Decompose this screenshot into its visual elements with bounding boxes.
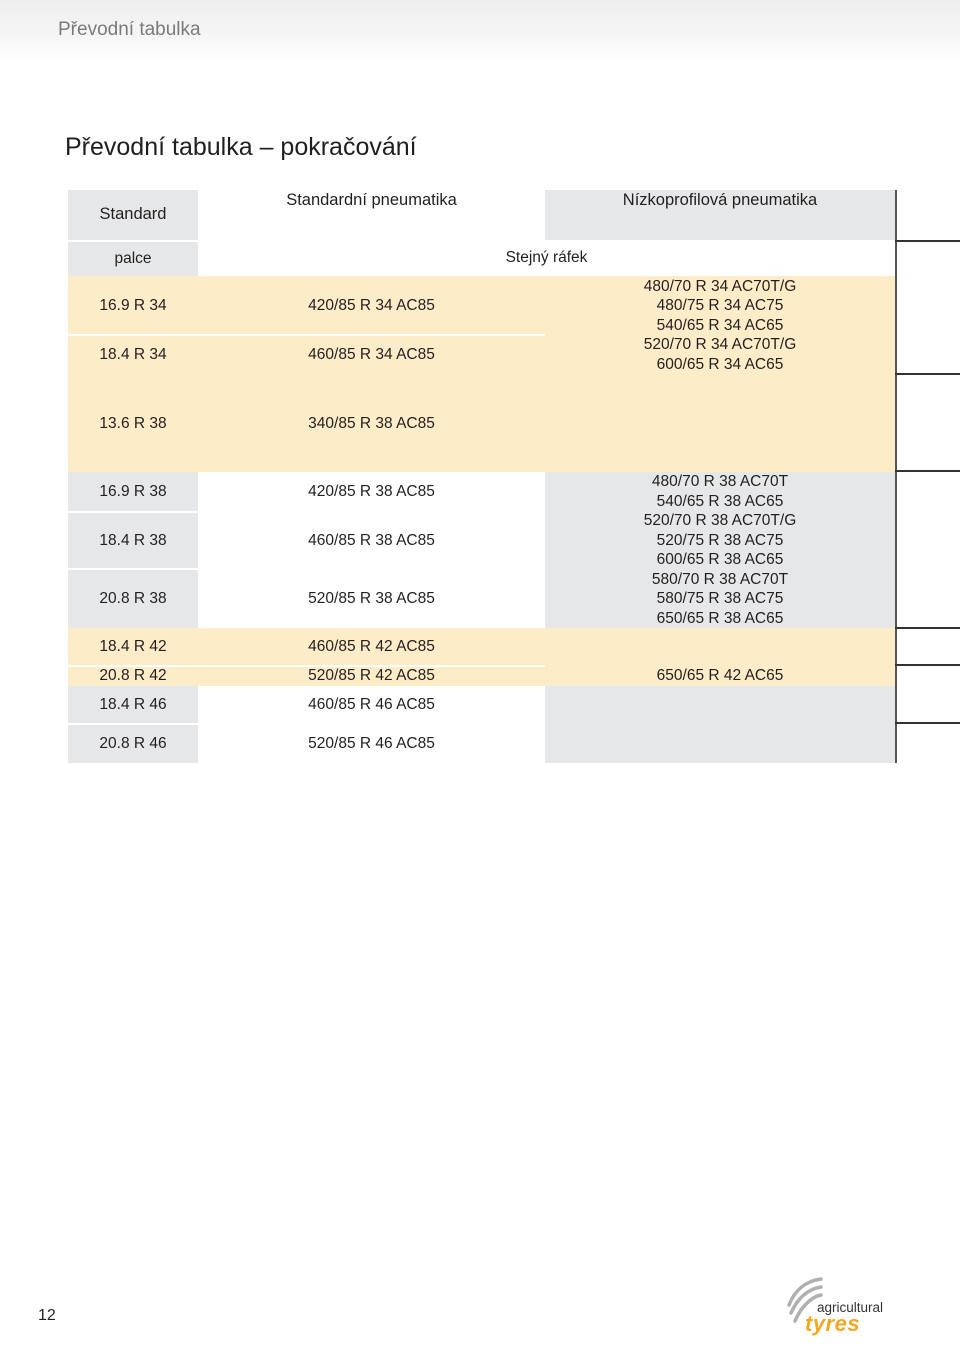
lowprofile-item: 600/65 R 38 AC65 <box>656 551 784 568</box>
table-edge-line <box>895 664 960 666</box>
header-title: Převodní tabulka <box>58 19 201 40</box>
lowprofile-item: 540/65 R 38 AC65 <box>656 492 784 510</box>
row-divider <box>68 723 198 725</box>
header-standard: Standard <box>68 190 198 240</box>
lowprofile-empty <box>545 686 895 763</box>
lowprofile-item: 520/70 R 38 AC70T/G <box>643 512 797 529</box>
logo-word-agricultural: agricultural <box>817 1300 884 1315</box>
lowprofile-item: 520/75 R 38 AC75 <box>656 531 784 549</box>
lowprofile-item: 480/70 R 38 AC70T <box>651 473 789 490</box>
lowprofile-item: 650/65 R 42 AC65 <box>545 666 895 686</box>
lowprofile-item: 580/75 R 38 AC75 <box>656 590 784 607</box>
lowprofile-group-34 <box>545 276 895 375</box>
table-edge-line <box>895 470 960 472</box>
lowprofile-item: 650/65 R 38 AC65 <box>656 609 784 627</box>
header-standard-tyre: Standardní pneumatika <box>286 191 457 210</box>
table-row-standard-tyre: 460/85 R 38 AC85 <box>308 531 435 549</box>
table-row-standard: 20.8 R 42 <box>68 666 198 686</box>
lowprofile-item: 480/75 R 34 AC75 <box>656 297 784 315</box>
table-row-standard: 18.4 R 46 <box>68 686 198 724</box>
lowprofile-item: 580/70 R 38 AC70T <box>651 570 789 588</box>
table-edge-line <box>895 627 960 629</box>
table-row-standard-tyre: 460/85 R 42 AC85 <box>198 628 545 666</box>
table-row-standard-tyre: 420/85 R 38 AC85 <box>308 483 435 501</box>
table-edge-line <box>895 373 960 375</box>
table-row-standard: 18.4 R 38 <box>68 512 198 569</box>
table-row-standard-tyre: 520/85 R 38 AC85 <box>308 589 435 607</box>
subheader-same-rim: Stejný ráfek <box>505 249 588 266</box>
table-row-standard: 18.4 R 34 <box>68 335 198 375</box>
table-row-standard-tyre: 520/85 R 42 AC85 <box>198 666 545 686</box>
lowprofile-item: 520/70 R 34 AC70T/G <box>643 336 797 354</box>
table-row-standard: 13.6 R 38 <box>68 375 198 472</box>
table-row-standard-tyre: 520/85 R 46 AC85 <box>308 734 435 752</box>
lowprofile-group-38 <box>545 472 895 628</box>
lowprofile-empty <box>545 375 895 472</box>
table-row-standard-tyre: 340/85 R 38 AC85 <box>198 375 545 472</box>
lowprofile-item: 480/70 R 34 AC70T/G <box>643 277 797 295</box>
table-edge-line <box>895 722 960 724</box>
table-row-standard-tyre: 460/85 R 34 AC85 <box>198 335 545 375</box>
table-row-standard: 20.8 R 46 <box>68 724 198 763</box>
lowprofile-empty <box>545 628 895 666</box>
table-row-standard-tyre: 420/85 R 34 AC85 <box>198 276 545 335</box>
row-divider <box>68 665 545 667</box>
page-number: 12 <box>38 1307 56 1324</box>
lowprofile-item: 600/65 R 34 AC65 <box>656 355 784 373</box>
table-edge-line <box>895 240 960 242</box>
row-divider <box>68 334 545 336</box>
table-row-standard-tyre: 460/85 R 46 AC85 <box>308 696 435 714</box>
table-right-border <box>895 190 897 763</box>
row-divider <box>68 568 198 570</box>
table-row-standard: 20.8 R 38 <box>68 569 198 628</box>
row-divider <box>68 511 198 513</box>
page-title: Převodní tabulka – pokračování <box>65 133 417 161</box>
subheader-inches: palce <box>68 242 198 276</box>
header-lowprofile-tyre: Nízkoprofilová pneumatika <box>545 190 895 240</box>
lowprofile-item: 540/65 R 34 AC65 <box>656 316 784 334</box>
table-row-standard: 16.9 R 38 <box>68 472 198 512</box>
table-row-standard: 18.4 R 42 <box>68 628 198 666</box>
table-row-standard: 16.9 R 34 <box>68 276 198 335</box>
agricultural-tyres-logo <box>785 1275 895 1345</box>
logo-word-tyres: tyres <box>805 1311 861 1336</box>
